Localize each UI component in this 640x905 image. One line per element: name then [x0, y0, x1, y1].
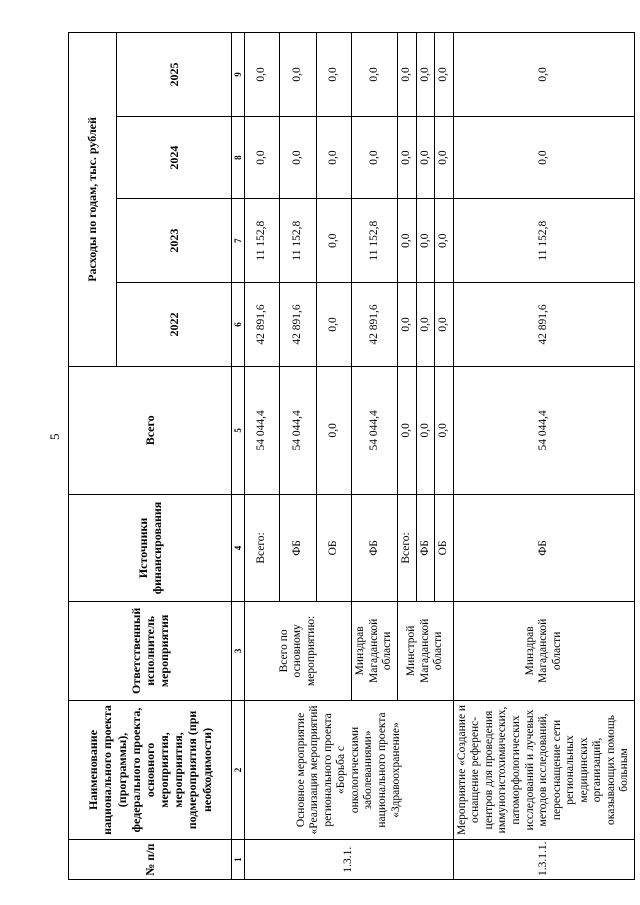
year-2022-cell: 0,0	[435, 283, 454, 367]
year-2025-cell: 0,0	[352, 33, 398, 117]
column-number: 2	[232, 700, 245, 840]
year-2025-cell: 0,0	[245, 33, 280, 117]
total-cell: 54 044,4	[280, 366, 317, 494]
year-2024-cell: 0,0	[280, 116, 317, 198]
page-number: 5	[47, 433, 62, 440]
year-2022-cell: 42 891,6	[245, 283, 280, 367]
column-number: 4	[232, 494, 245, 601]
source-cell: ОБ	[435, 494, 454, 601]
header-total: Всего	[69, 366, 232, 494]
financing-table	[68, 32, 635, 880]
row-number: 1.3.1.1.	[453, 840, 634, 880]
column-number: 1	[232, 840, 245, 880]
year-2025-cell: 0,0	[398, 33, 417, 117]
year-2023-cell: 11 152,8	[352, 199, 398, 283]
year-2022-cell: 42 891,6	[453, 283, 634, 367]
header-source: Источники финансирования	[69, 494, 232, 601]
total-cell: 0,0	[416, 366, 435, 494]
source-cell: ФБ	[416, 494, 435, 601]
year-2023-cell: 11 152,8	[280, 199, 317, 283]
total-cell: 54 044,4	[245, 366, 280, 494]
source-cell: ФБ	[280, 494, 317, 601]
column-number: 3	[232, 602, 245, 701]
total-cell: 0,0	[435, 366, 454, 494]
total-cell: 0,0	[398, 366, 417, 494]
year-2025-cell: 0,0	[317, 33, 352, 117]
year-2023-cell: 0,0	[435, 199, 454, 283]
total-cell: 54 044,4	[352, 366, 398, 494]
year-2022-cell: 0,0	[416, 283, 435, 367]
executor-minstroy: Минстрой Магаданской области	[398, 602, 454, 701]
total-cell: 54 044,4	[453, 366, 634, 494]
rotated-table-container	[68, 32, 631, 880]
row-number: 1.3.1.	[245, 840, 454, 880]
source-cell: ОБ	[317, 494, 352, 601]
header-name: Наименование национального проекта (программы), федерального проекта, основного мероприятия, мероприятия, подмероприятия (при необходимости)	[69, 700, 232, 840]
header-executor: Ответственный исполнитель мероприятия	[69, 602, 232, 701]
year-2023-cell: 11 152,8	[245, 199, 280, 283]
header-year-2022: 2022	[117, 283, 232, 367]
year-2022-cell: 0,0	[317, 283, 352, 367]
year-2022-cell: 42 891,6	[352, 283, 398, 367]
year-2025-cell: 0,0	[416, 33, 435, 117]
row-name: Основное мероприятие «Реализация мероприятий регионального проекта «Борьба с онкологическими заболеваниями» национального проекта «Здравоохранение»	[245, 700, 454, 840]
year-2024-cell: 0,0	[398, 116, 417, 198]
column-number: 7	[232, 199, 245, 283]
header-year-2023: 2023	[117, 199, 232, 283]
year-2024-cell: 0,0	[453, 116, 634, 198]
year-2024-cell: 0,0	[435, 116, 454, 198]
source-cell: Всего:	[245, 494, 280, 601]
source-cell: Всего:	[398, 494, 417, 601]
header-year-2025: 2025	[117, 33, 232, 117]
executor-minzdrav: Минздрав Магаданской области	[453, 602, 634, 701]
year-2024-cell: 0,0	[416, 116, 435, 198]
header-year-2024: 2024	[117, 116, 232, 198]
row-name: Мероприятие «Создание и оснащение референс-центров для проведения иммуногистохимических, патоморфологических исследований и лучевых методов исследований, переоснащение сети региональных медицинских организаций, оказывающих помощь больным	[453, 700, 634, 840]
year-2025-cell: 0,0	[453, 33, 634, 117]
column-number: 6	[232, 283, 245, 367]
column-number: 9	[232, 33, 245, 117]
executor-total: Всего по основному мероприятию:	[245, 602, 352, 701]
column-number: 5	[232, 366, 245, 494]
year-2023-cell: 0,0	[317, 199, 352, 283]
year-2025-cell: 0,0	[435, 33, 454, 117]
source-cell: ФБ	[352, 494, 398, 601]
year-2022-cell: 0,0	[398, 283, 417, 367]
year-2024-cell: 0,0	[317, 116, 352, 198]
year-2024-cell: 0,0	[245, 116, 280, 198]
column-number: 8	[232, 116, 245, 198]
source-cell: ФБ	[453, 494, 634, 601]
year-2023-cell: 0,0	[398, 199, 417, 283]
year-2025-cell: 0,0	[280, 33, 317, 117]
header-by-years: Расходы по годам, тыс. рублей	[69, 33, 117, 367]
year-2024-cell: 0,0	[352, 116, 398, 198]
total-cell: 0,0	[317, 366, 352, 494]
year-2023-cell: 11 152,8	[453, 199, 634, 283]
executor-minzdrav: Минздрав Магаданской области	[352, 602, 398, 701]
year-2022-cell: 42 891,6	[280, 283, 317, 367]
header-no: № п/п	[69, 840, 232, 880]
year-2023-cell: 0,0	[416, 199, 435, 283]
